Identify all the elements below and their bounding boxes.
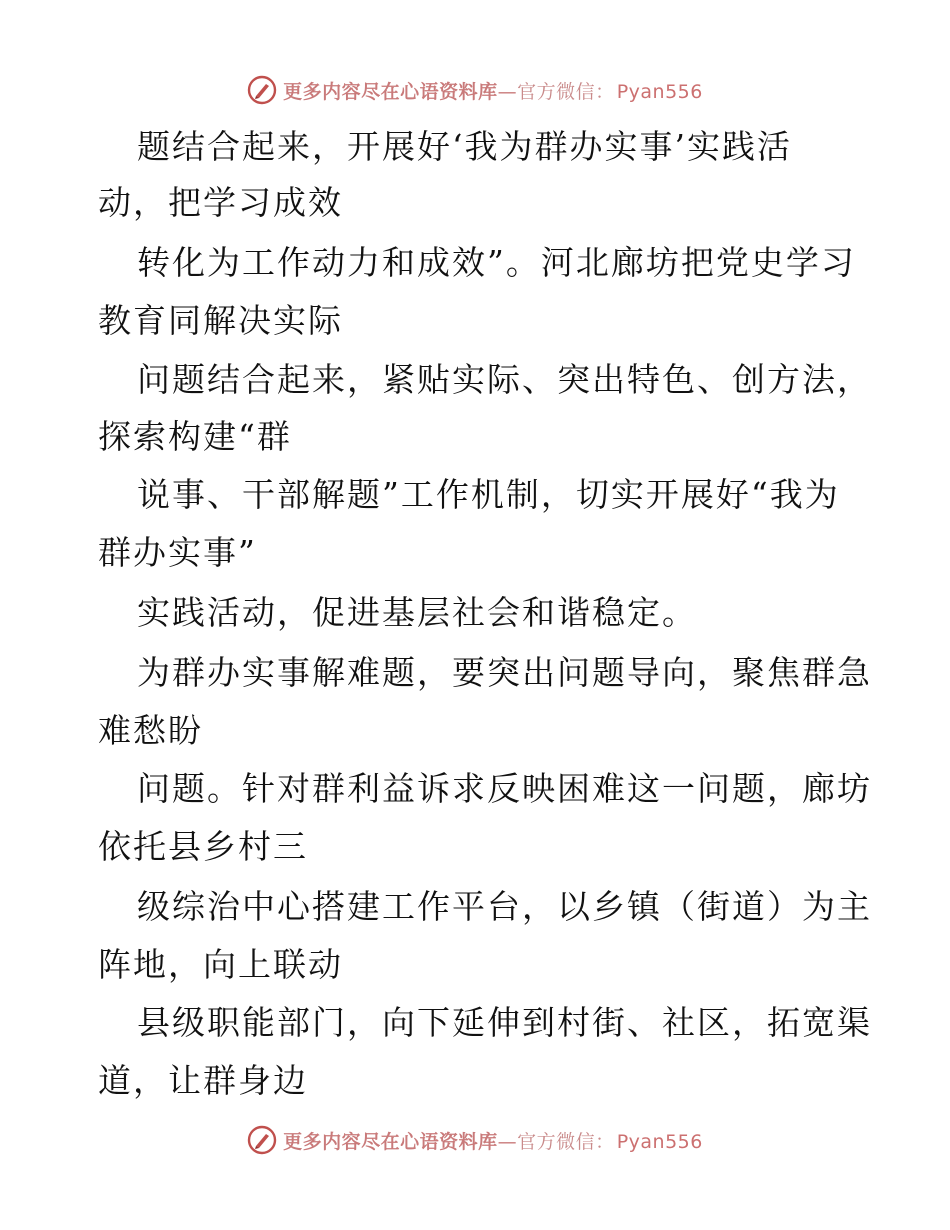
text-line: 依托县乡村三: [98, 827, 308, 866]
text-line: 实践活动，促进基层社会和谐稳定。: [137, 593, 697, 632]
text-line: 难愁盼: [98, 711, 203, 750]
footer-watermark: [0, 1122, 950, 1158]
watermark-text: 更多内容尽在心语资料库: [283, 1130, 498, 1153]
text-line: 说事、干部解题”工作机制，切实开展好“我为: [137, 475, 840, 514]
watermark-wechat-id: Pyan556: [616, 1130, 703, 1153]
text-line: 题结合起来，开展好‘我为群办实事’实践活: [137, 127, 792, 166]
text-line: 为群办实事解难题，要突出问题导向，聚焦群急: [137, 653, 872, 692]
watermark-dash: —: [497, 1130, 518, 1153]
pen-logo-icon: [247, 75, 277, 105]
text-line: 转化为工作动力和成效”。河北廊坊把党史学习: [137, 243, 856, 282]
text-line: 问题。针对群利益诉求反映困难这一问题，廊坊: [137, 769, 872, 808]
watermark-wechat-id: Pyan556: [616, 80, 703, 103]
text-line: 县级职能部门，向下延伸到村街、社区，拓宽渠: [137, 1003, 872, 1042]
text-line: 级综治中心搭建工作平台，以乡镇（街道）为主: [137, 887, 872, 926]
watermark-wechat-label: 官方微信：: [517, 1130, 615, 1153]
watermark-wechat-label: 官方微信：: [517, 80, 615, 103]
watermark-dash: —: [497, 80, 518, 103]
pen-logo-icon: [247, 1125, 277, 1155]
text-line: 问题结合起来，紧贴实际、突出特色、创方法，: [137, 360, 872, 399]
text-line: 道，让群身边: [98, 1061, 308, 1100]
watermark-text: 更多内容尽在心语资料库: [283, 80, 498, 103]
text-line: 动，把学习成效: [98, 183, 343, 222]
text-line: 教育同解决实际: [98, 301, 343, 340]
text-line: 阵地，向上联动: [98, 945, 343, 984]
text-line: 群办实事”: [98, 533, 257, 572]
text-line: 探索构建“群: [98, 417, 292, 456]
header-watermark: [0, 72, 950, 108]
